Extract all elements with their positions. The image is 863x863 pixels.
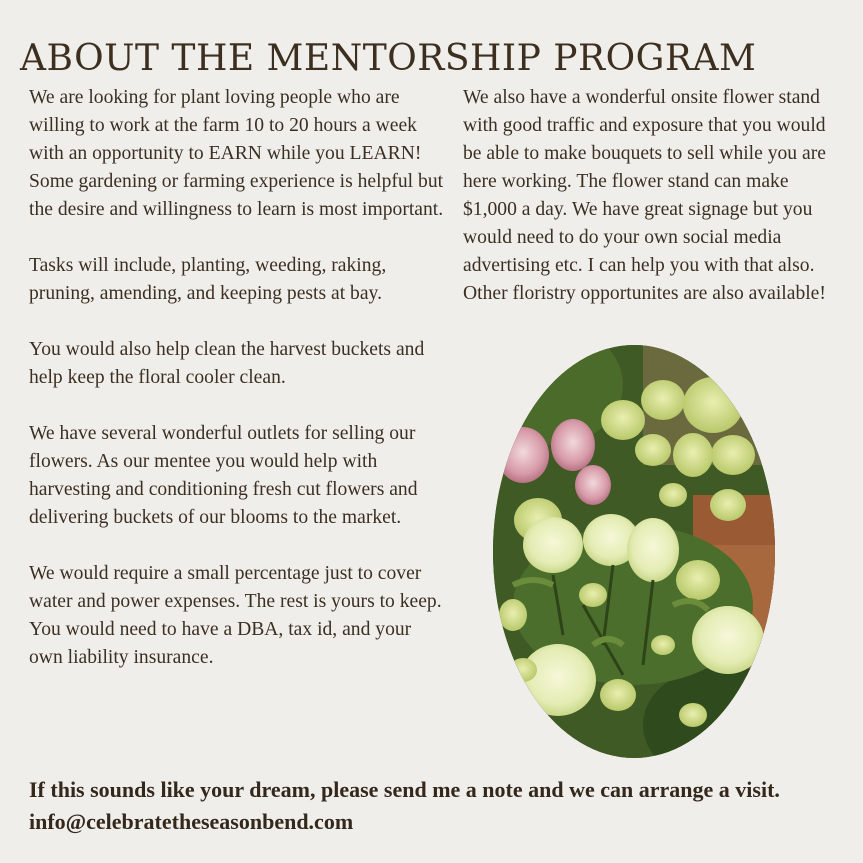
paragraph-outlets: We have several wonderful outlets for selling our flowers. As our mentee you would help with harvesting and conditioning fresh cut flowers and delivering buckets of our blooms to the market.: [29, 423, 418, 528]
paragraph-tasks: Tasks will include, planting, weeding, raking, pruning, amending, and keeping pests at bay.: [29, 255, 387, 304]
paragraph-cleaning: You would also help clean the harvest buckets and help keep the floral cooler clean.: [29, 339, 425, 388]
left-column: [29, 84, 449, 672]
page-title: ABOUT THE MENTORSHIP PROGRAM: [20, 38, 757, 80]
call-to-action: [29, 774, 829, 838]
paragraph-intro: We are looking for plant loving people who are willing to work at the farm 10 to 20 hours a week with an opportunity to EARN while you LEARN! Some gardening or farming experience is helpful but the desire and willingness to learn is most important.: [29, 87, 444, 220]
paragraph-requirements: We would require a small percentage just to cover water and power expenses. The rest is yours to keep. You would need to have a DBA, tax id, and your own liability insurance.: [29, 563, 442, 668]
right-column: [463, 84, 843, 308]
hydrangea-photo: [493, 345, 775, 758]
hydrangea-illustration: [493, 345, 775, 758]
cta-text: If this sounds like your dream, please send me a note and we can arrange a visit.: [29, 777, 780, 802]
paragraph-flower-stand: We also have a wonderful onsite flower stand with good traffic and exposure that you would be able to make bouquets to sell while you are here working. The flower stand can make $1,000 a day. We have great signage but you would need to do your own social media advertising etc. I can help you with that also. Other floristry opportunites are also available!: [463, 87, 826, 304]
contact-email-link[interactable]: info@celebratetheseasonbend.com: [29, 809, 354, 834]
